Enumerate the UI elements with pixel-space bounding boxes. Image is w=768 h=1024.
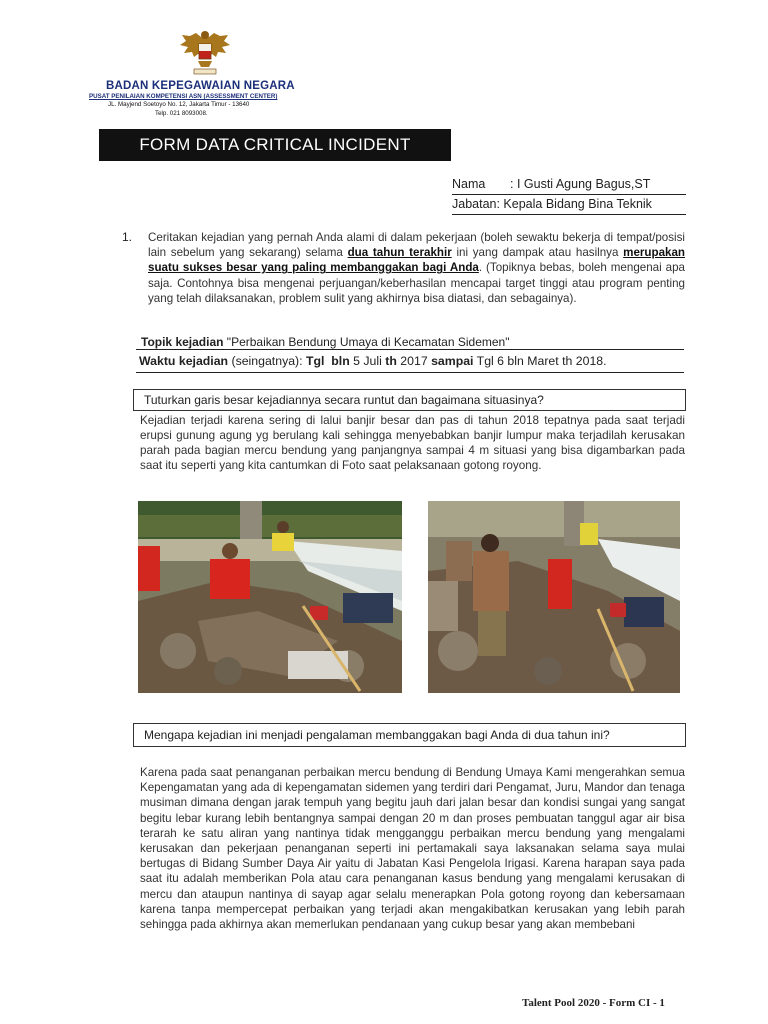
time-end: Tgl 6 bln Maret th 2018. (473, 354, 607, 368)
name-label: Nama (452, 177, 486, 191)
question-box-1: Tuturkan garis besar kejadiannya secara runtut dan bagaimana situasinya? (133, 389, 686, 411)
position-label: Jabatan (452, 197, 497, 211)
question-box-2: Mengapa kejadian ini menjadi pengalaman membanggakan bagi Anda di dua tahun ini? (133, 723, 686, 747)
photo-gotong-royong-2 (428, 501, 680, 693)
answer-2: Karena pada saat penanganan perbaikan mercu bendung di Bendung Umaya Kami mengerahkan semua Kepengamatan yang ada di kepengamatan sidemen yang terdiri dari Pengamat, Juru, Mandor dan tenaga musiman dimana dengan jarak tempuh yang begitu jauh dari jalan besar dan kondisi sungai yang sangat begitu lebar kurang lebih bentangnya sampai dengan 20 m dan proses pembuatan tanggul agar air bisa terarah ke satu aliran yang nantinya tidak mengganggu perbaikan mercu bendung yang mengalami kerusakan dan pekerjaan penanganan seperti ini pertamakali saya laksanakan selama saya mulai bertugas di Bidang Sumber Daya Air yaitu di Jabatan Kasi Pengelola Irigasi. Karena harapan saya pada saat itu adalah memberikan Pola atau cara penanganan kasus bendung yang mengalami kerusakan di mercu dan ataupun nantinya di sayap agar selalu menerapkan Pola gotong royong dan kebersamaan karena tanpa mempercepat perbaikan yang terjadi akan mengakibatkan kerusakan yang lebih parah sehingga pada akhirnya akan memerlukan pendanaan yang cukup besar yang akan membebani (140, 766, 685, 932)
time-bln-label: bln (331, 354, 350, 368)
question-1-text (148, 230, 685, 306)
question-emphasis: merupakan suatu sukses besar yang paling membanggakan bagi Anda (148, 246, 686, 275)
time-start: 5 Juli (349, 354, 386, 368)
position-value: : Kepala Bidang Bina Teknik (496, 197, 652, 211)
org-name: BADAN KEPEGAWAIAN NEGARA (106, 80, 295, 92)
question-text-part: Ceritakan kejadian yang pernah Anda alami di dalam pekerjaan (boleh sewaktu bekerja di tempat/posisi lain sebelum yang sekarang) selama (148, 231, 685, 260)
form-title: FORM DATA CRITICAL INCIDENT (99, 129, 451, 161)
time-paren: (seingatnya): (228, 354, 306, 368)
time-th-label: th (385, 354, 397, 368)
topic-value: "Perbaikan Bendung Umaya di Kecamatan Sidemen" (223, 335, 510, 349)
question-emphasis: dua tahun terakhir (347, 246, 452, 260)
topic-line (141, 335, 510, 349)
time-sampai-label: sampai (431, 354, 474, 368)
photo-gotong-royong-1 (138, 501, 402, 693)
question-text-part: ini yang dampak atau hasilnya (451, 246, 624, 260)
time-year: 2017 (396, 354, 432, 368)
topic-label: Topik kejadian (141, 335, 224, 349)
org-phone: Telp. 021 8093008. (155, 110, 208, 117)
org-address: JL. Mayjend Soetoyo No. 12, Jakarta Timur - 13640 (108, 101, 250, 108)
garuda-emblem-icon (176, 27, 234, 79)
name-value: : I Gusti Agung Bagus,ST (510, 177, 651, 191)
org-subname: PUSAT PENILAIAN KOMPETENSI ASN (ASSESSMENT CENTER) (89, 93, 278, 100)
answer-1: Kejadian terjadi karena sering di lalui banjir besar dan pas di tahun 2018 tepatnya pada saat terjadi erupsi gunung agung yg berulang kali sehingga menyebabkan banjir lumpur maka terjadilah kerusakan parah pada bagian mercu bendung yang panjangnya sampai 4 m situasi yang bisa digambarkan pada saat itu seperti yang kita cantumkan di Foto saat pelaksanaan gotong royong. (140, 414, 685, 472)
name-field (452, 177, 686, 195)
time-label: Waktu kejadian (139, 354, 229, 368)
page-footer: Talent Pool 2020 - Form CI - 1 (522, 997, 665, 1009)
position-field (452, 197, 686, 215)
time-line (136, 349, 684, 373)
question-text-part: . (Topiknya bebas, boleh mengenai apa saja. Contohnya bisa mengenai perjuangan/keberhasilan mencapai target tinggi atau program penting yang telah dilaksanakan, problem sulit yang akhirnya bisa diatasi, dan sebagainya). (148, 261, 686, 305)
time-tgl-label: Tgl (305, 354, 325, 368)
question-number: 1. (122, 230, 133, 244)
